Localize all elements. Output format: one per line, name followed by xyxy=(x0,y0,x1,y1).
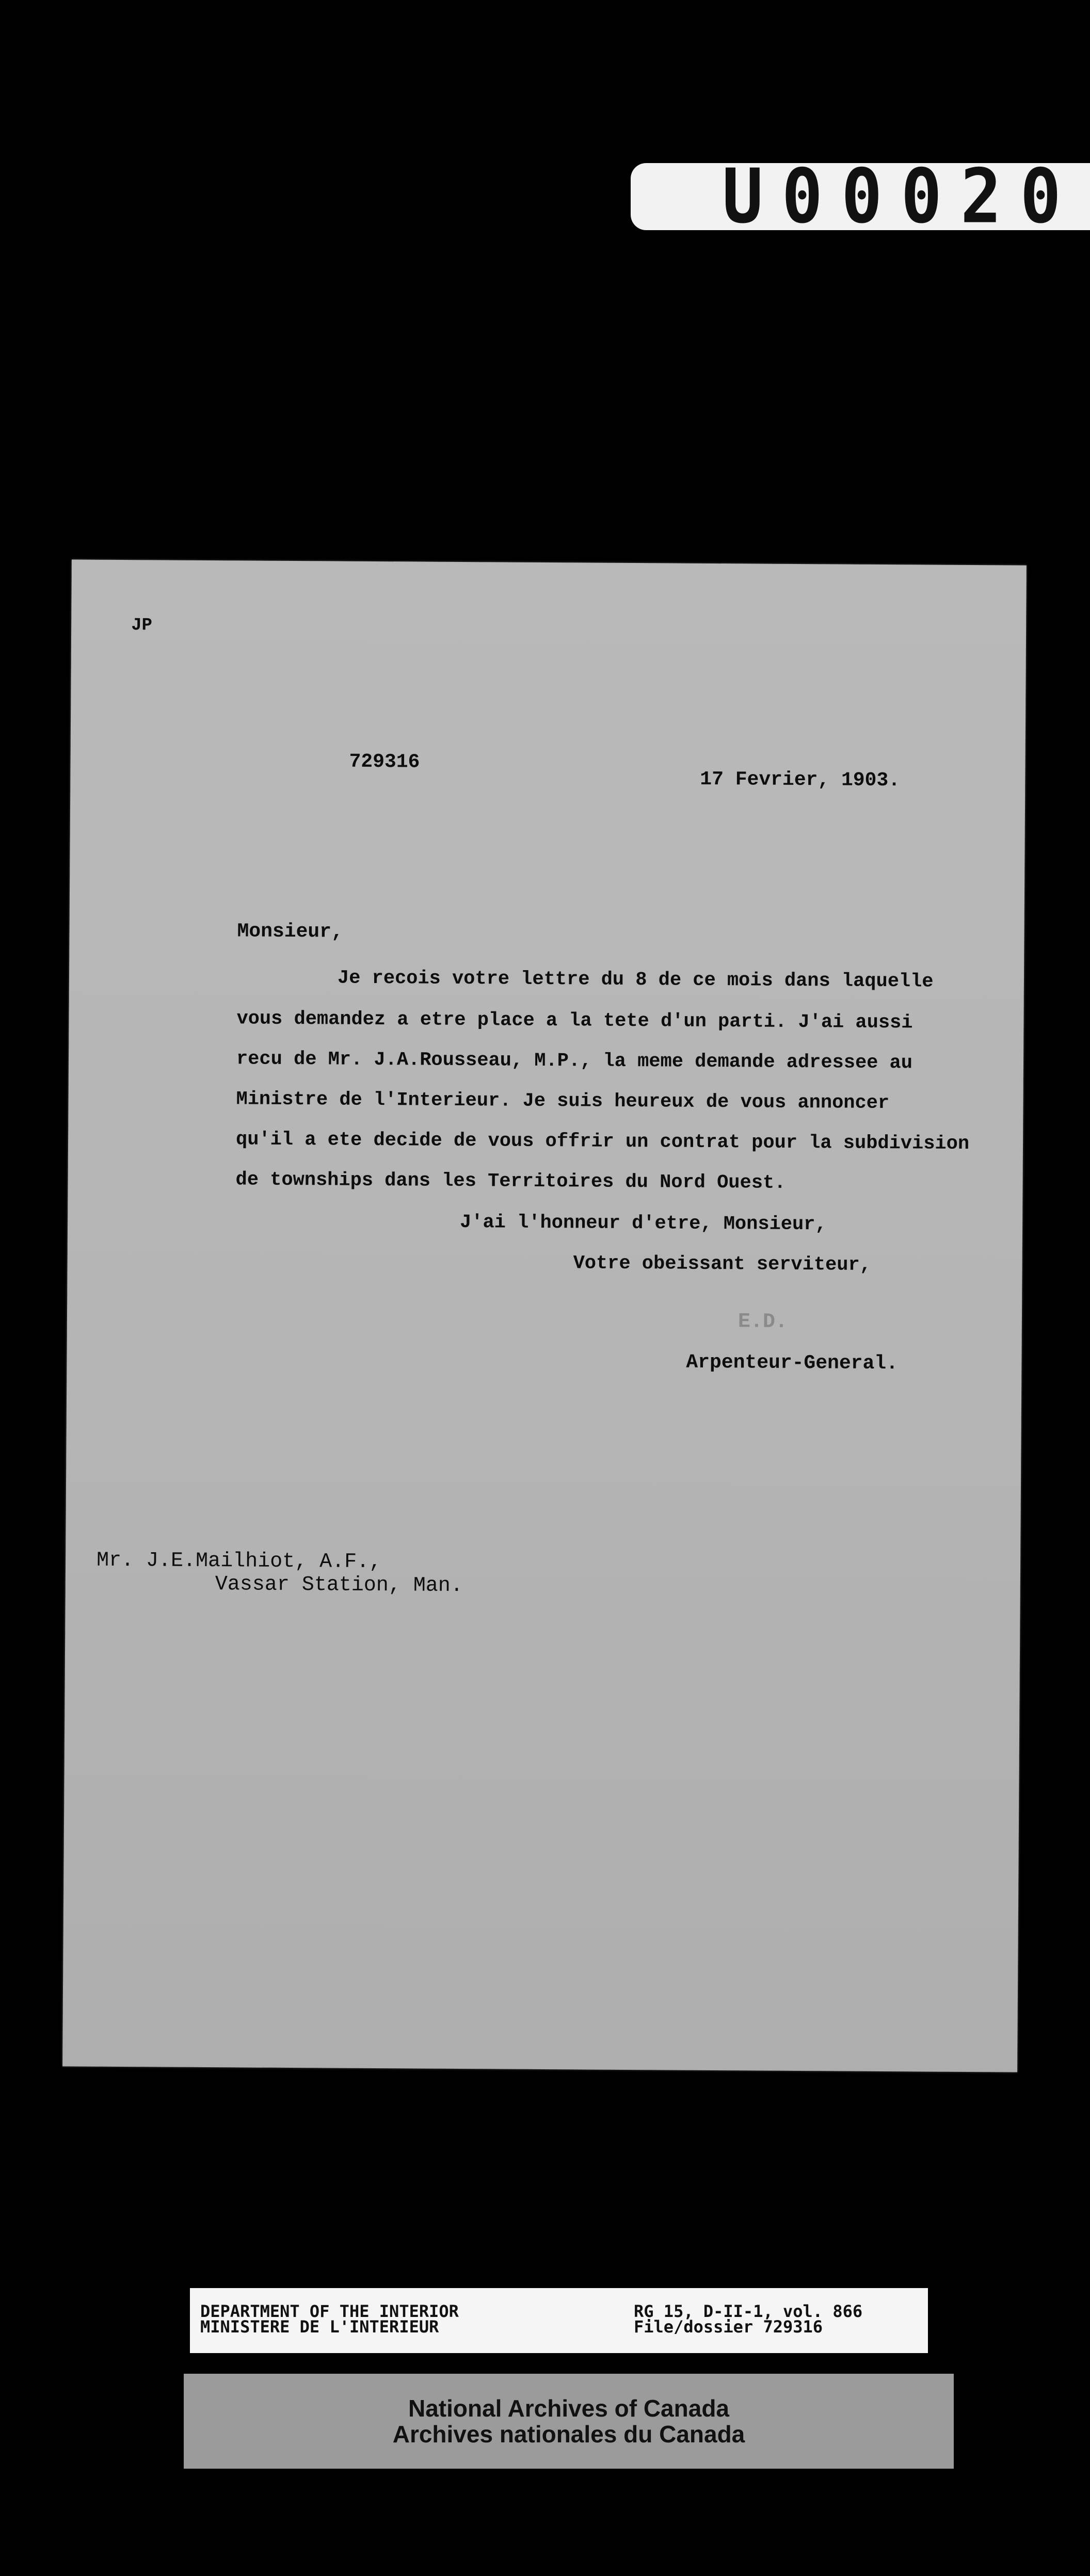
department-en: DEPARTMENT OF THE INTERIOR xyxy=(200,2301,459,2321)
frame-counter-label xyxy=(631,153,1090,240)
file-number: File/dossier 729316 xyxy=(634,2317,823,2337)
body-line: vous demandez a etre place a la tete d'un parti. J'ai aussi xyxy=(236,1008,913,1034)
reference-number: 729316 xyxy=(349,750,420,774)
department-fr: MINISTERE DE L'INTERIEUR xyxy=(200,2317,439,2337)
body-line: qu'il a ete decide de vous offrir un contrat pour la subdivision xyxy=(235,1129,970,1155)
signature-title: Arpenteur-General. xyxy=(686,1351,899,1375)
reference-strip xyxy=(190,2288,928,2353)
archives-label xyxy=(184,2374,954,2469)
typist-initials: JP xyxy=(131,616,153,636)
record-group: RG 15, D-II-1, vol. 866 xyxy=(634,2301,863,2321)
frame-counter-text: U00020 xyxy=(722,153,1080,240)
signature: E.D. xyxy=(738,1310,788,1334)
archives-name-fr: Archives nationales du Canada xyxy=(392,2421,745,2448)
body-line: recu de Mr. J.A.Rousseau, M.P., la meme demande adressee au xyxy=(236,1048,913,1074)
body-line: Je recois votre lettre du 8 de ce mois dans laquelle xyxy=(337,967,934,993)
closing-line: J'ai l'honneur d'etre, Monsieur, xyxy=(459,1211,827,1236)
addressee-location: Vassar Station, Man. xyxy=(215,1573,463,1598)
body-line: de townships dans les Territoires du Nord Ouest. xyxy=(235,1169,786,1194)
archives-name-en: National Archives of Canada xyxy=(408,2395,729,2422)
body-line: Ministre de l'Interieur. Je suis heureux de vous annoncer xyxy=(236,1088,890,1115)
letter-date: 17 Fevrier, 1903. xyxy=(700,768,901,792)
letter-page xyxy=(62,559,1027,2072)
addressee-name: Mr. J.E.Mailhiot, A.F., xyxy=(96,1549,382,1574)
closing-line: Votre obeissant serviteur, xyxy=(573,1252,872,1276)
salutation: Monsieur, xyxy=(237,920,343,943)
